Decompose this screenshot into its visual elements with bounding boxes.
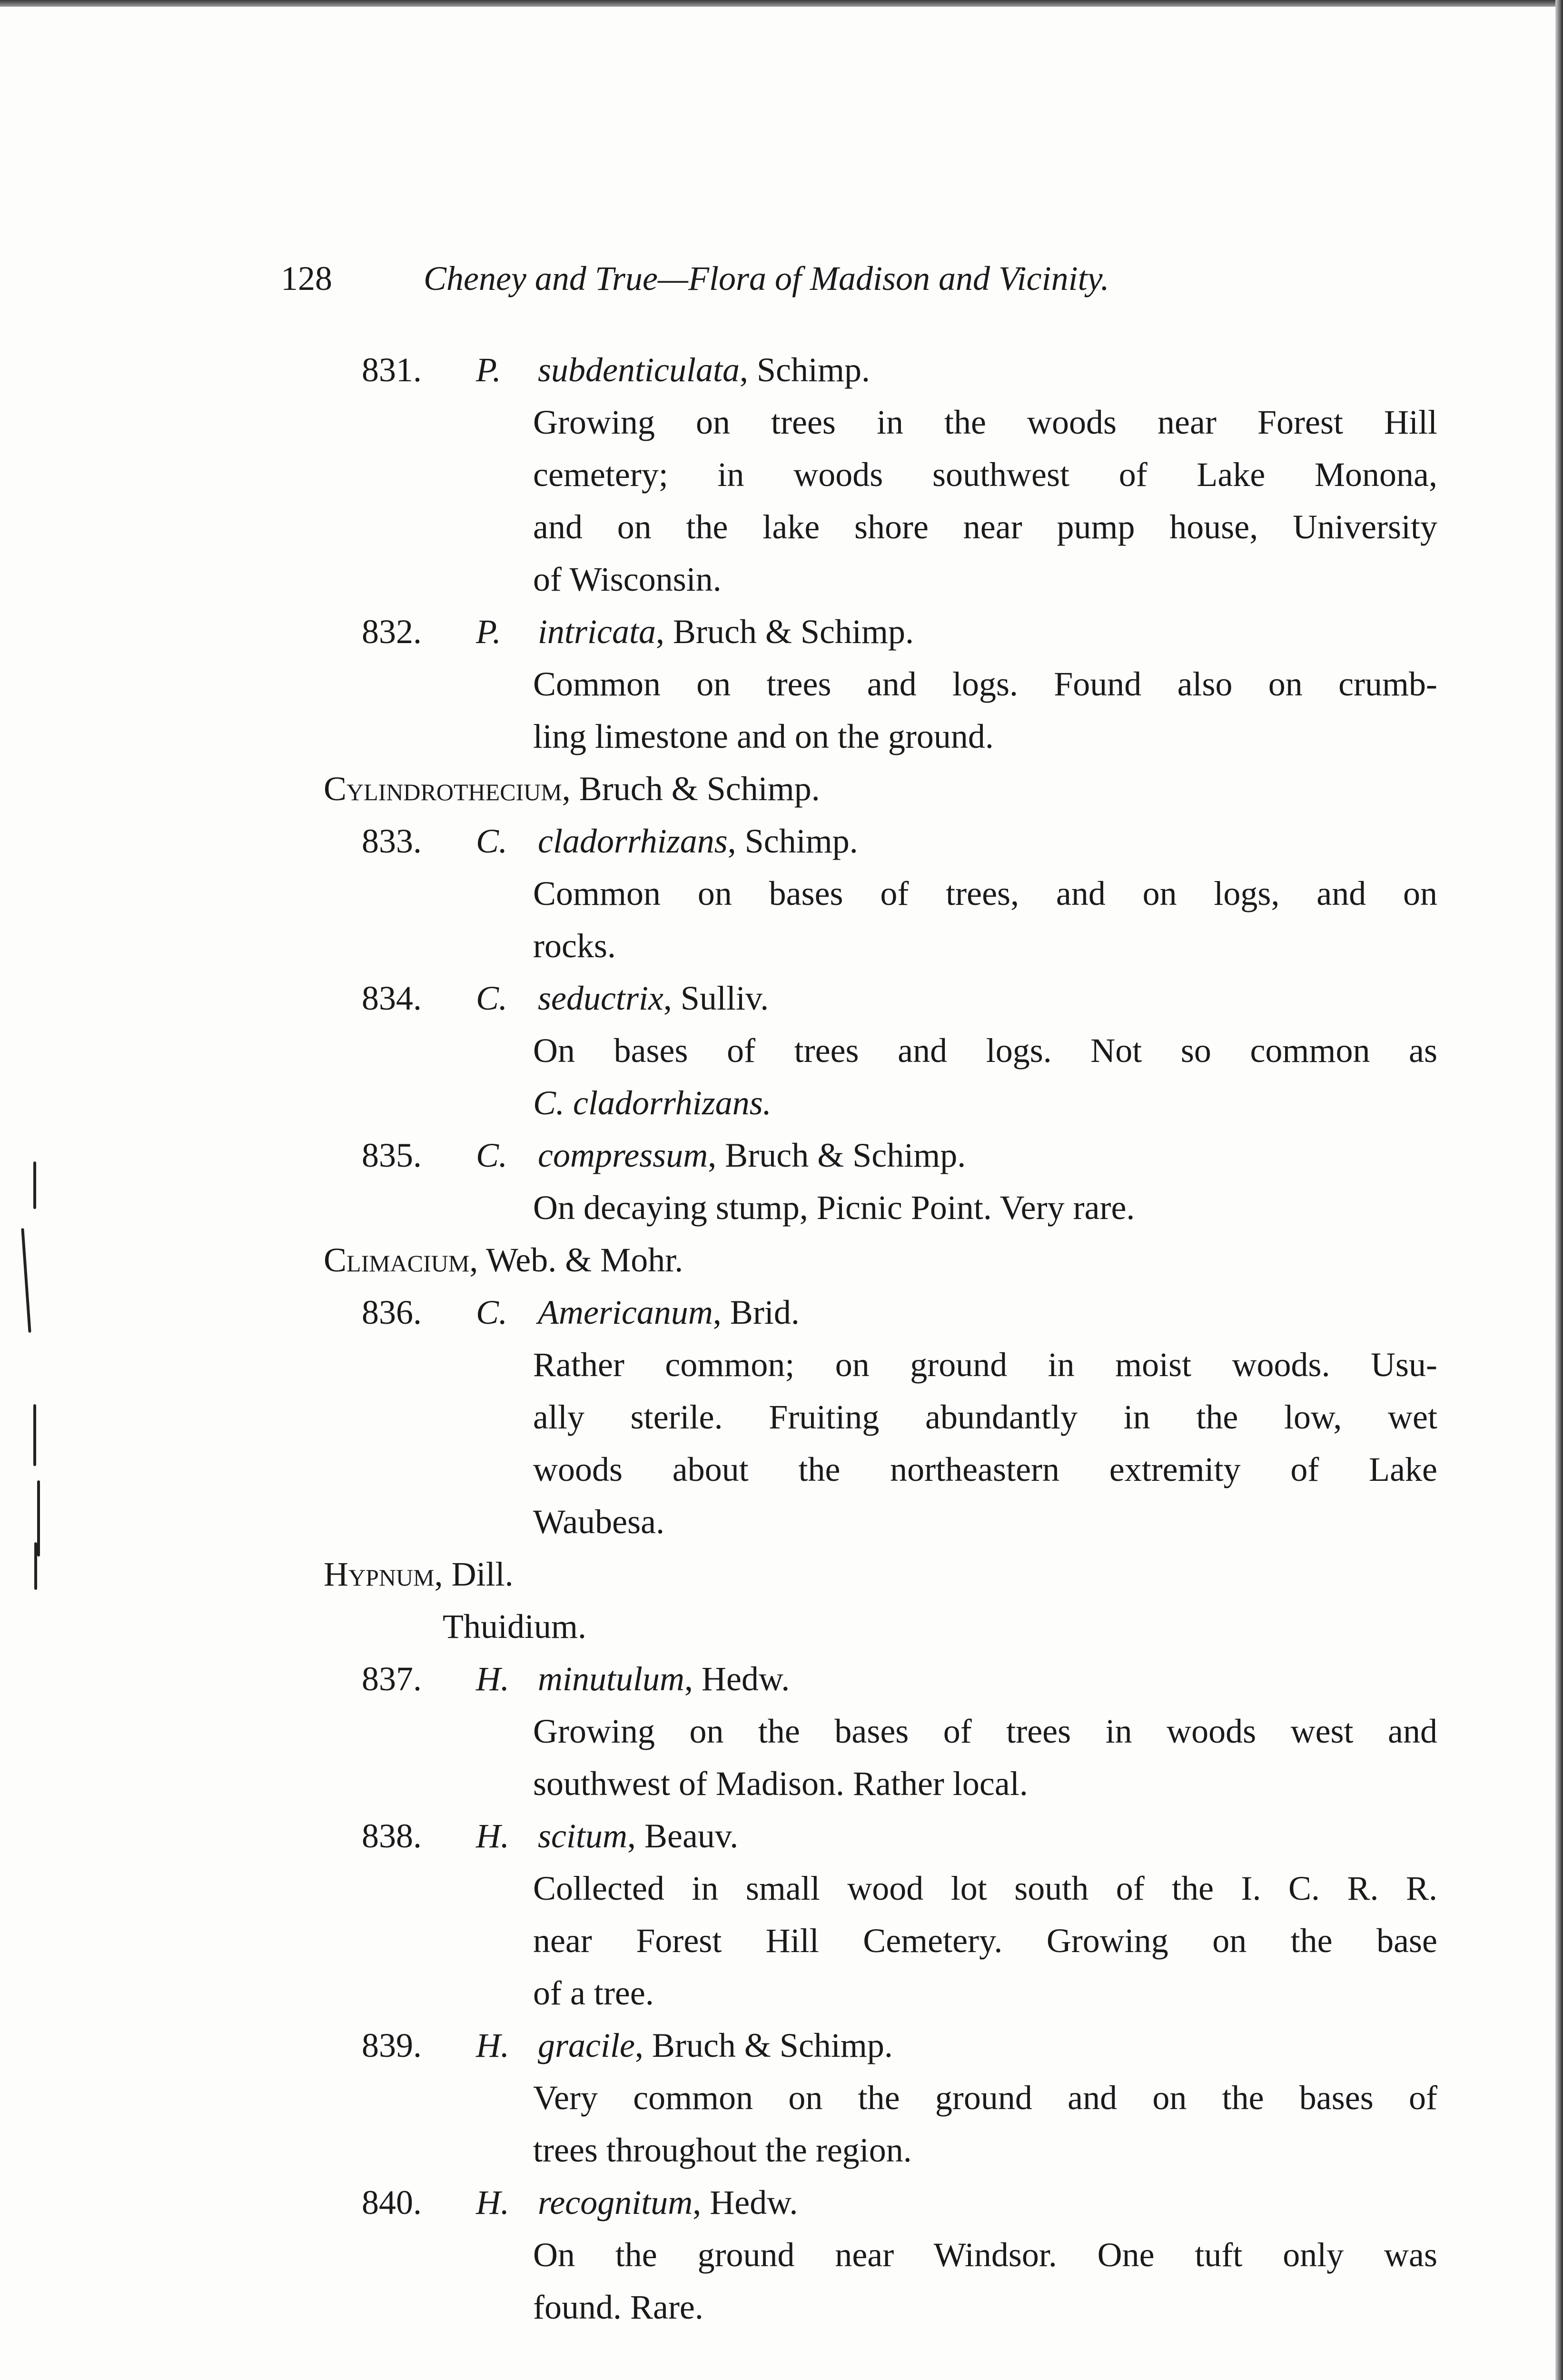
scan-mark [34,1542,37,1590]
species-epithet: cladorrhizans [538,822,728,860]
species-list [324,344,1447,2333]
species-name [538,2176,798,2229]
description-line: C. cladorrhizans. [533,1084,772,1122]
species-authority: , Hedw. [684,1660,790,1698]
species-authority: , Brid. [712,1293,800,1331]
species-epithet: compressum [538,1136,708,1174]
description-line: near Forest Hill Cemetery. Growing on the base [533,1922,1437,1960]
genus-heading [324,1548,1447,1600]
species-description [324,2072,1447,2176]
species-authority: , Bruch & Schimp. [708,1136,966,1174]
description-line: rocks. [533,927,616,965]
species-number: 840. [362,2183,422,2221]
genus-abbreviation: C. [476,822,508,860]
description-line: and on the lake shore near pump house, University [533,508,1437,546]
species-epithet: scitum [538,1817,627,1855]
description-line: found. Rare. [533,2288,703,2326]
species-description [324,1705,1447,1810]
description-line: Growing on trees in the woods near Forest Hill [533,403,1437,441]
species-epithet: gracile [538,2026,635,2064]
species-epithet: seductrix [538,979,663,1017]
species-heading [324,344,1447,396]
description-line: Collected in small wood lot south of the I. C. R. R. [533,1869,1437,1907]
species-epithet: recognitum [538,2183,693,2221]
species-description [324,867,1447,972]
species-authority: , Bruch & Schimp. [634,2026,893,2064]
species-authority: , Sulliv. [663,979,769,1017]
running-header [281,252,1375,305]
genus-heading [324,763,1447,815]
scan-right-edge [1555,0,1563,2380]
description-line: trees throughout the region. [533,2131,912,2169]
species-name [538,1129,966,1181]
running-title: Cheney and True—Flora of Madison and Vicinity. [424,259,1109,298]
species-heading [324,1129,1447,1181]
species-name [538,815,858,867]
species-number: 833. [362,822,422,860]
description-line: On the ground near Windsor. One tuft only was [533,2236,1437,2274]
species-number: 836. [362,1293,422,1331]
description-line: woods about the northeastern extremity of Lake [533,1450,1437,1488]
genus-authority: , Bruch & Schimp. [562,770,820,808]
species-number: 839. [362,2026,422,2064]
species-heading [324,1286,1447,1339]
species-number: 832. [362,613,422,651]
description-line: ling limestone and on the ground. [533,717,994,755]
species-name [538,605,914,658]
genus-abbreviation: H. [476,1817,509,1855]
species-description [324,396,1447,605]
species-number: 837. [362,1660,422,1698]
species-name [538,344,870,396]
species-name [538,1653,790,1705]
description-line: On bases of trees and logs. Not so common as [533,1031,1437,1070]
genus-authority: , Dill. [434,1555,514,1593]
genus-abbreviation: P. [476,351,501,389]
scan-mark [33,1161,36,1209]
description-line: Common on bases of trees, and on logs, and on [533,874,1437,912]
species-description [324,1181,1447,1234]
species-heading [324,1810,1447,1862]
description-line: cemetery; in woods southwest of Lake Monona, [533,456,1437,494]
scan-mark [21,1228,31,1333]
description-line: of a tree. [533,1974,654,2012]
species-description [324,658,1447,763]
scan-mark [33,1404,36,1466]
scan-mark [37,1480,40,1557]
genus-abbreviation: P. [476,613,501,651]
species-heading [324,972,1447,1024]
species-epithet: intricata [538,613,656,651]
species-heading [324,605,1447,658]
genus-name: Hypnum [324,1555,435,1593]
description-line: Common on trees and logs. Found also on crumb- [533,665,1437,703]
species-authority: , Schimp. [727,822,858,860]
genus-name: Climacium [324,1241,470,1279]
species-epithet: minutulum [538,1660,685,1698]
species-epithet: Americanum [538,1293,713,1331]
species-authority: , Schimp. [739,351,870,389]
description-line: southwest of Madison. Rather local. [533,1765,1028,1803]
scan-top-edge [0,0,1563,7]
description-line: Rather common; on ground in moist woods. Usu- [533,1346,1437,1384]
species-number: 831. [362,351,422,389]
genus-abbreviation: C. [476,979,508,1017]
species-description [324,1024,1447,1129]
species-number: 835. [362,1136,422,1174]
species-authority: , Beauv. [627,1817,739,1855]
species-name [538,972,769,1024]
genus-authority: , Web. & Mohr. [469,1241,683,1279]
species-name [538,2019,893,2072]
page-number: 128 [281,259,332,298]
species-name [538,1286,800,1339]
description-line: Very common on the ground and on the bases of [533,2079,1437,2117]
species-description [324,1339,1447,1548]
species-name [538,1810,738,1862]
genus-name: Cylindrothecium [324,770,562,808]
genus-heading [324,1234,1447,1286]
species-authority: , Bruch & Schimp. [656,613,914,651]
species-epithet: subdenticulata [538,351,740,389]
species-heading [324,815,1447,867]
genus-abbreviation: H. [476,1660,509,1698]
description-line: Growing on the bases of trees in woods west and [533,1712,1437,1750]
description-line: of Wisconsin. [533,560,722,598]
genus-abbreviation: H. [476,2026,509,2064]
species-authority: , Hedw. [692,2183,798,2221]
genus-abbreviation: C. [476,1293,508,1331]
species-heading [324,2176,1447,2229]
species-number: 838. [362,1817,422,1855]
species-heading [324,2019,1447,2072]
description-line: Waubesa. [533,1503,665,1541]
species-description [324,1862,1447,2019]
genus-abbreviation: H. [476,2183,509,2221]
species-number: 834. [362,979,422,1017]
genus-abbreviation: C. [476,1136,508,1174]
subgenus-heading: Thuidium. [443,1607,586,1646]
species-heading [324,1653,1447,1705]
species-description [324,2229,1447,2333]
description-line: On decaying stump, Picnic Point. Very rare. [533,1189,1135,1227]
description-line: ally sterile. Fruiting abundantly in the low, wet [533,1398,1437,1436]
